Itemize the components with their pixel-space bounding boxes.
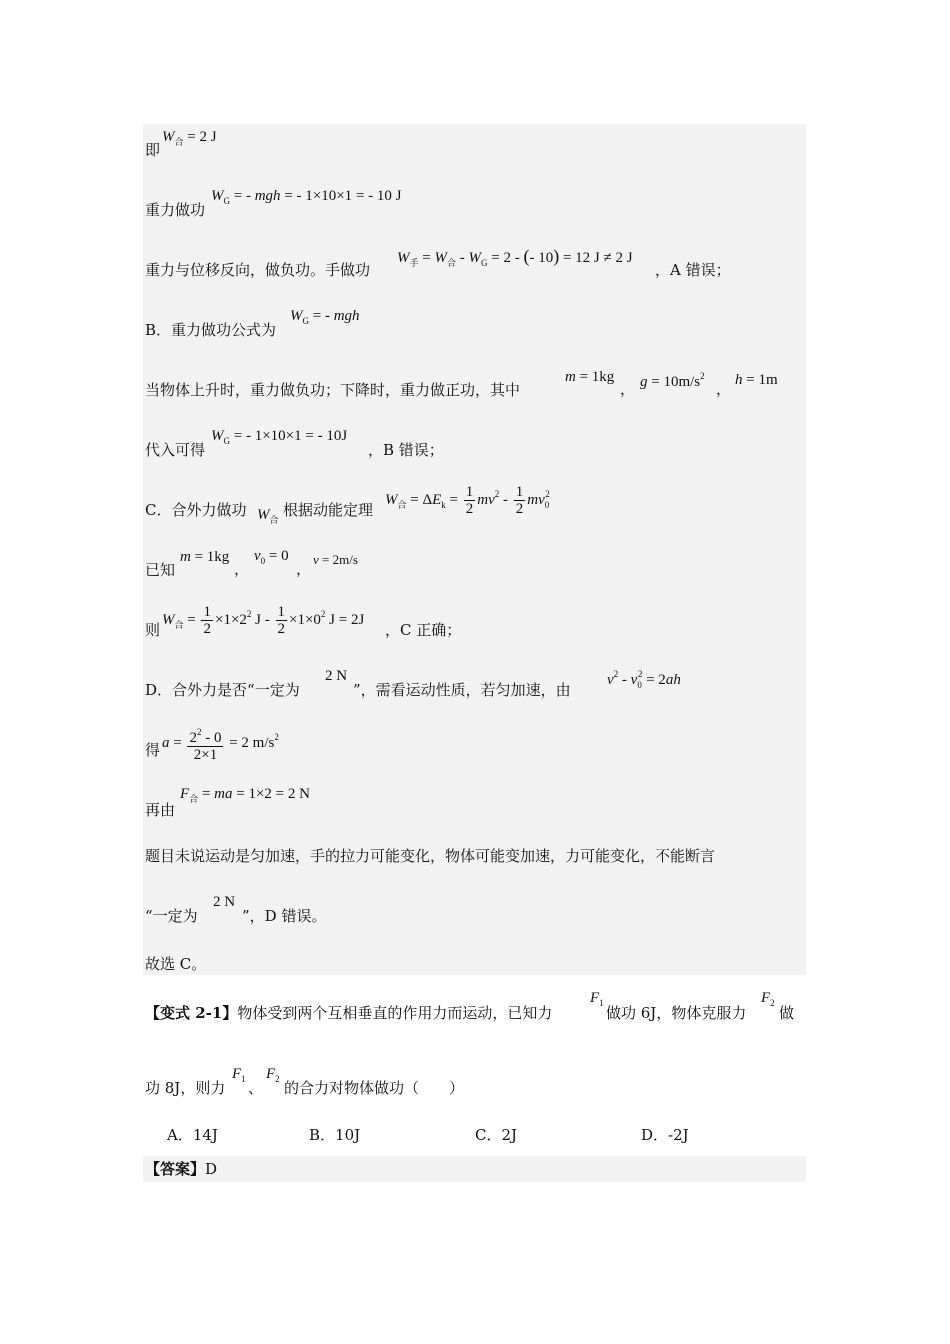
sol-line-8: 已知 [145,561,176,579]
math-mass: m = 1kg [565,369,615,385]
answer-tag: 【答案】 [145,1160,206,1178]
sol-line-10: D．合外力是否“一定为 [145,681,300,699]
option-d[interactable]: D．-2J [641,1126,689,1144]
question-line-2: 功 8J，则力 [145,1079,226,1097]
option-c[interactable]: C．2J [475,1126,518,1144]
math-f2: $F_2$ [761,990,775,1008]
math-kinetic-theorem: $W_合 = \Delta E_k$ = $\frac{1}{2}$ $mv^2$ - $\frac{1}{2}$ $mv_0^2$ [385,484,550,518]
sol-line-3: 重力与位移反向，做负功。手做功 [145,261,371,279]
option-a[interactable]: A．14J [167,1126,218,1144]
sol-conclusion: 故选 C。 [145,955,207,973]
sol-line-1: 即 [145,141,161,159]
math-height: h = 1m [735,372,778,388]
math-hand-work: $W_手 = W_合 - W_G = 2$ - (- 10) = 12 J ≠ 2 J [397,246,633,268]
math-known-v0: $v_0 = 0$ [254,548,289,566]
math-kinematics: $v^2 - v_0^2 = 2ah$ [607,669,681,690]
math-known-v: v = 2m/s [313,552,358,567]
math-gravity-g: $g = 10m/s^2$ [640,371,705,390]
answer-value: D [205,1160,218,1178]
answer-block [143,1156,806,1182]
sol-line-12: 再由 [145,801,176,819]
math-f1: $F_1$ [590,990,604,1008]
sol-line-4: B．重力做功公式为 [145,321,277,339]
sol-line-5: 当物体上升时，重力做负功；下降时，重力做正功，其中 [145,381,521,399]
math-gravity-formula: $W_G$ = - mgh [290,308,360,326]
question-tag: 【变式 2-1】 [145,1004,238,1022]
math-net-force: $F_合$ = ma = 1×2 = 2 N [180,786,310,804]
math-gravity-result: $W_G$ = - 1×10×1 = - 10J [211,428,348,446]
math-acceleration: a = $\frac{2^2 - 0}{2\times 1}$ = 2 $m/s^2$ [162,724,279,763]
math-known-mass: m = 1kg [180,549,230,565]
sol-line-6: 代入可得 [145,441,206,459]
sol-line-2: 重力做功 [145,201,206,219]
answer-line [145,1159,217,1179]
sol-line-14: “一定为 [145,907,198,925]
math-gravity-work: $W_G$ = - mgh = - 1×10×1 = - 10 J [211,188,402,206]
math-total-work-calc: $W_合$ = $\frac{1}{2}$ $\times 1\times 2^2$ J - $\frac{1}{2}$ $\times 1\times 0^2$ J = 2J [162,604,365,638]
sol-line-9: 则 [145,621,161,639]
sol-line-11: 得 [145,741,161,759]
sol-line-13: 题目未说运动是匀加速，手的拉力可能变化，物体可能变加速，力可能变化，不能断言 [145,847,716,865]
math-w-total: $W_合 = 2$ J [162,129,217,147]
option-b[interactable]: B．10J [309,1126,361,1144]
question-line-1: 【变式 2-1】物体受到两个互相垂直的作用力而运动，已知力 [145,1004,553,1022]
sol-line-7: C．合外力做功 [145,501,247,519]
